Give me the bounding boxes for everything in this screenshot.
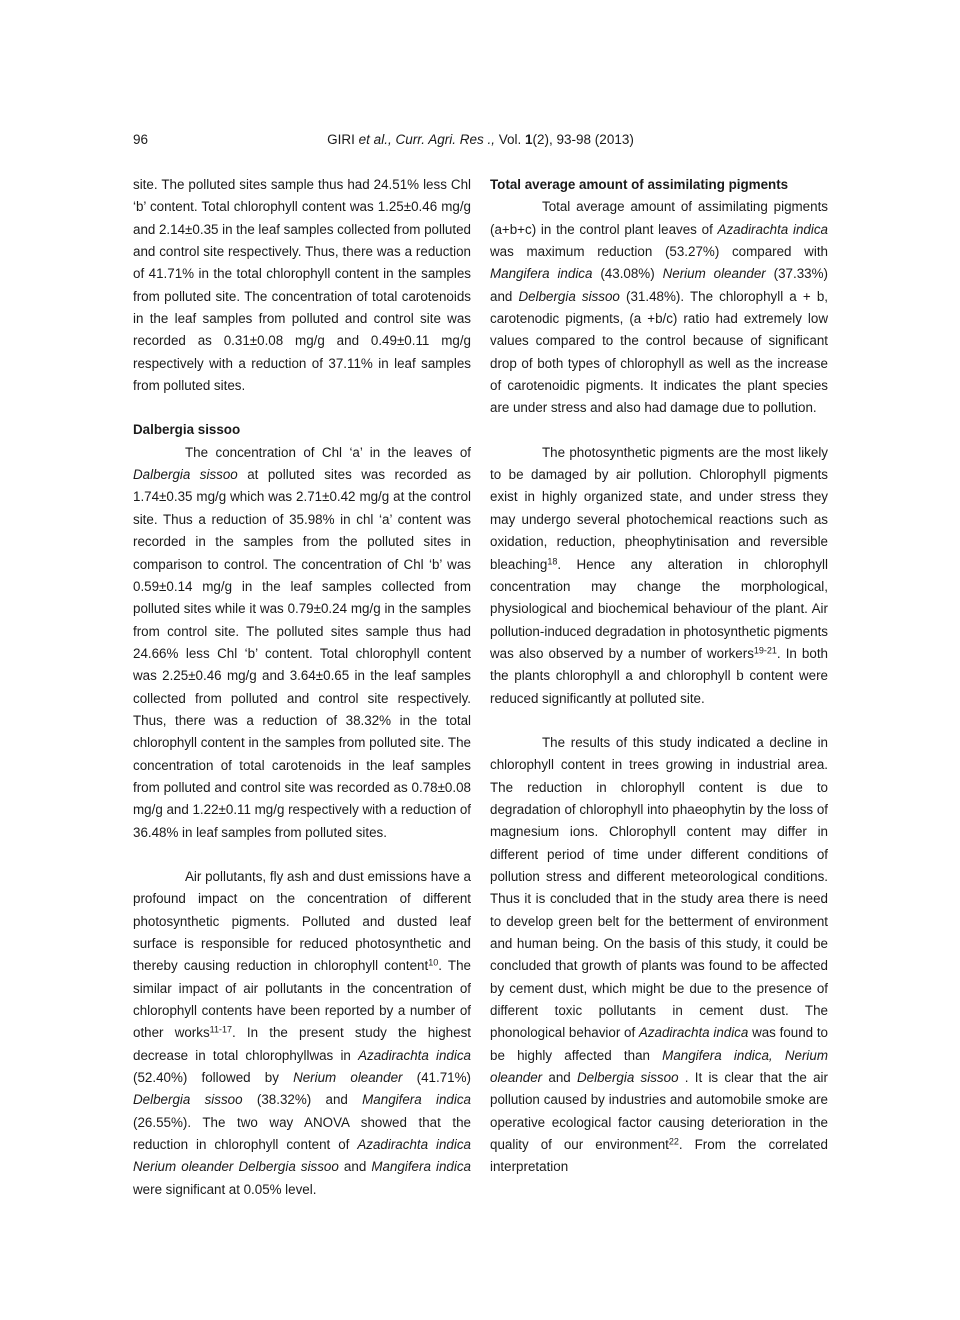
- reference-superscript: 11-17: [209, 1024, 233, 1035]
- running-head: [133, 130, 828, 150]
- text-segment: (41.71%): [402, 1070, 471, 1086]
- species-name: Mangifera indica: [362, 1092, 471, 1108]
- subheading-total-average-pigments: Total average amount of assimilating pigments: [490, 177, 789, 192]
- paragraph-left-2: [133, 442, 471, 844]
- species-name: Delbergia sissoo: [518, 288, 620, 304]
- text-segment: and: [338, 1159, 372, 1175]
- text-segment: was found to be highly affected than: [490, 1025, 829, 1063]
- text-segment: . In both the plants chlorophyll a and chlorophyll b content were reduced significantly at polluted site.: [490, 645, 828, 706]
- paragraph-left-3: [133, 866, 471, 1201]
- text-segment: (26.55%). The two way ANOVA showed that the reduction in chlorophyll content of: [133, 1114, 471, 1153]
- text-segment: (31.48%). The chlorophyll a + b, carotenodic pigments, (a +b/c) ratio had extremely low values compared to the control because of significant drop of both types of chlorophyll as well as the increase of carotenoidic pigments. It indicates the plant species are under stress and also had damage due to pollution.: [490, 288, 828, 416]
- text-segment: (43.08%): [592, 266, 663, 282]
- paragraph-left-1: site. The polluted sites sample thus had 24.51% less Chl ‘b’ content. Total chlorophyll content was 1.25±0.46 mg/g and 2.14±0.35 in the leaf samples collected from polluted and control site respectively. Thus, there was a reduction of 41.71% in the total chlorophyll content in the samples from polluted site. The concentration of total carotenoids in the leaf samples from polluted and control site was recorded as 0.31±0.08 mg/g and 0.49±0.11 mg/g respectively with a reduction of 37.11% in leaf samples from polluted sites.: [133, 177, 471, 394]
- left-column: [133, 174, 471, 1201]
- species-name: Azadirachta indica: [638, 1025, 749, 1041]
- text-segment: (37.33%) and: [490, 266, 828, 304]
- reference-superscript: 18: [547, 556, 558, 566]
- species-name: Azadirachta indica: [358, 1047, 471, 1063]
- species-name: Mangifera indica, Nerium oleander: [490, 1047, 828, 1086]
- citation-authors: GIRI: [327, 132, 359, 147]
- paragraph-right-1: [490, 196, 828, 419]
- text-segment: . From the correlated interpretation: [490, 1137, 828, 1175]
- text-segment: . Hence any alteration in chlorophyll concentration may change the morphological, physiological and biochemical behaviour of the plant. Air pollution-induced degradation in photosynthetic pigments was also observed by a number of workers: [490, 556, 828, 661]
- journal-citation: [133, 130, 828, 150]
- citation-volume: 1: [525, 132, 533, 147]
- species-name: Nerium oleander: [662, 266, 766, 282]
- species-name: Azadirachta indica: [717, 221, 828, 237]
- species-name: Delbergia sissoo: [133, 1092, 243, 1108]
- species-name: Delbergia sissoo: [576, 1070, 679, 1086]
- text-segment: was maximum reduction (53.27%) compared with: [490, 244, 828, 260]
- text-segment: . The similar impact of air pollutants in the concentration of chlorophyll contents have been reported by a number of other works: [133, 958, 471, 1041]
- text-segment: . In the present study the highest decrease in total chlorophyllwas in: [133, 1025, 471, 1063]
- text-segment: and: [542, 1070, 577, 1086]
- reference-superscript: 10: [428, 957, 439, 968]
- text-segment: The concentration of Chl ‘a’ in the leaves of: [185, 444, 471, 460]
- species-name: Mangifera indica: [490, 266, 593, 282]
- species-name: Mangifera indica: [371, 1159, 471, 1175]
- text-segment: Air pollutants, fly ash and dust emissions have a profound impact on the concentration of different photosynthetic pigments. Polluted and dusted leaf surface is responsible for reduced photosynthetic and thereby causing reduction in chlorophyll content: [133, 868, 471, 974]
- text-segment: were significant at 0.05% level.: [133, 1181, 317, 1197]
- subheading-dalbergia-sissoo: Dalbergia sissoo: [133, 422, 241, 438]
- page-number: 96: [133, 132, 149, 147]
- species-name: Nerium oleander: [293, 1070, 403, 1086]
- citation-vol-label: Vol.: [494, 132, 526, 147]
- two-column-body: [133, 174, 828, 1201]
- citation-journal: Curr. Agri. Res .,: [395, 132, 495, 147]
- species-name: Dalbergia sissoo: [133, 467, 238, 483]
- citation-etal: et al.,: [358, 132, 396, 147]
- text-segment: Total average amount of assimilating pigments (a+b+c) in the control plant leaves of: [490, 199, 828, 237]
- reference-superscript: 22: [668, 1136, 679, 1147]
- text-segment: The photosynthetic pigments are the most likely to be damaged by air pollution. Chlorophyll pigments exist in highly organized state, and under stress they may undergo several photochemical reactions such as oxidation, reduction, pheophytinisation and reversible bleaching: [490, 444, 828, 572]
- text-segment: The results of this study indicated a decline in chlorophyll content in trees growing in industrial area. The reduction in chlorophyll content is due to degradation of chlorophyll into phaeophytin by the loss of magnesium ions. Chlorophyll content may differ in different period of time under different conditions of pollution stress and different meteorological conditions. Thus it is concluded that in the study area there is need to develop green belt for the betterment of environment and human being. On the basis of this study, it could be concluded that growth of plants was found to be affected by cement dust, which might be due to the presence of different toxic pollutants in cement dust. The phonological behavior of: [490, 734, 828, 1041]
- right-column: [490, 174, 828, 1201]
- paragraph-right-3: [490, 732, 828, 1179]
- species-name: Azadirachta indica Nerium oleander Delbergia sissoo: [133, 1137, 471, 1175]
- text-segment: . It is clear that the air pollution caused by industries and automobile smoke are operative ecological factor causing deterioration in the quality of our environment: [490, 1070, 828, 1153]
- paragraph-right-2: [490, 442, 828, 710]
- text-segment: at polluted sites was recorded as 1.74±0.35 mg/g which was 2.71±0.42 mg/g at the control site. Thus a reduction of 35.98% in chl ‘a’ content was recorded in the samples from the polluted sites in comparison to control. The concentration of Chl ‘b’ was 0.59±0.14 mg/g in the leaf samples collected from polluted sites while it was 0.79±0.24 mg/g in the samples from control site. The polluted sites sample thus had 24.66% less Chl ‘b’ content. Total chlorophyll content was 2.25±0.46 mg/g and 3.64±0.65 in the leaf samples collected from polluted and control site respectively. Thus, there was a reduction of 38.32% in the total chlorophyll content in the samples from polluted site. The concentration of total carotenoids in the leaf samples from polluted and control site was recorded as 0.78±0.08 mg/g and 1.22±0.11 mg/g respectively with a reduction of 36.48% in leaf samples from polluted sites.: [133, 467, 471, 840]
- reference-superscript: 19-21: [753, 645, 777, 656]
- citation-issue-pages-year: (2), 93-98 (2013): [532, 132, 634, 147]
- text-segment: (38.32%) and: [242, 1092, 363, 1108]
- text-segment: (52.40%) followed by: [133, 1070, 294, 1086]
